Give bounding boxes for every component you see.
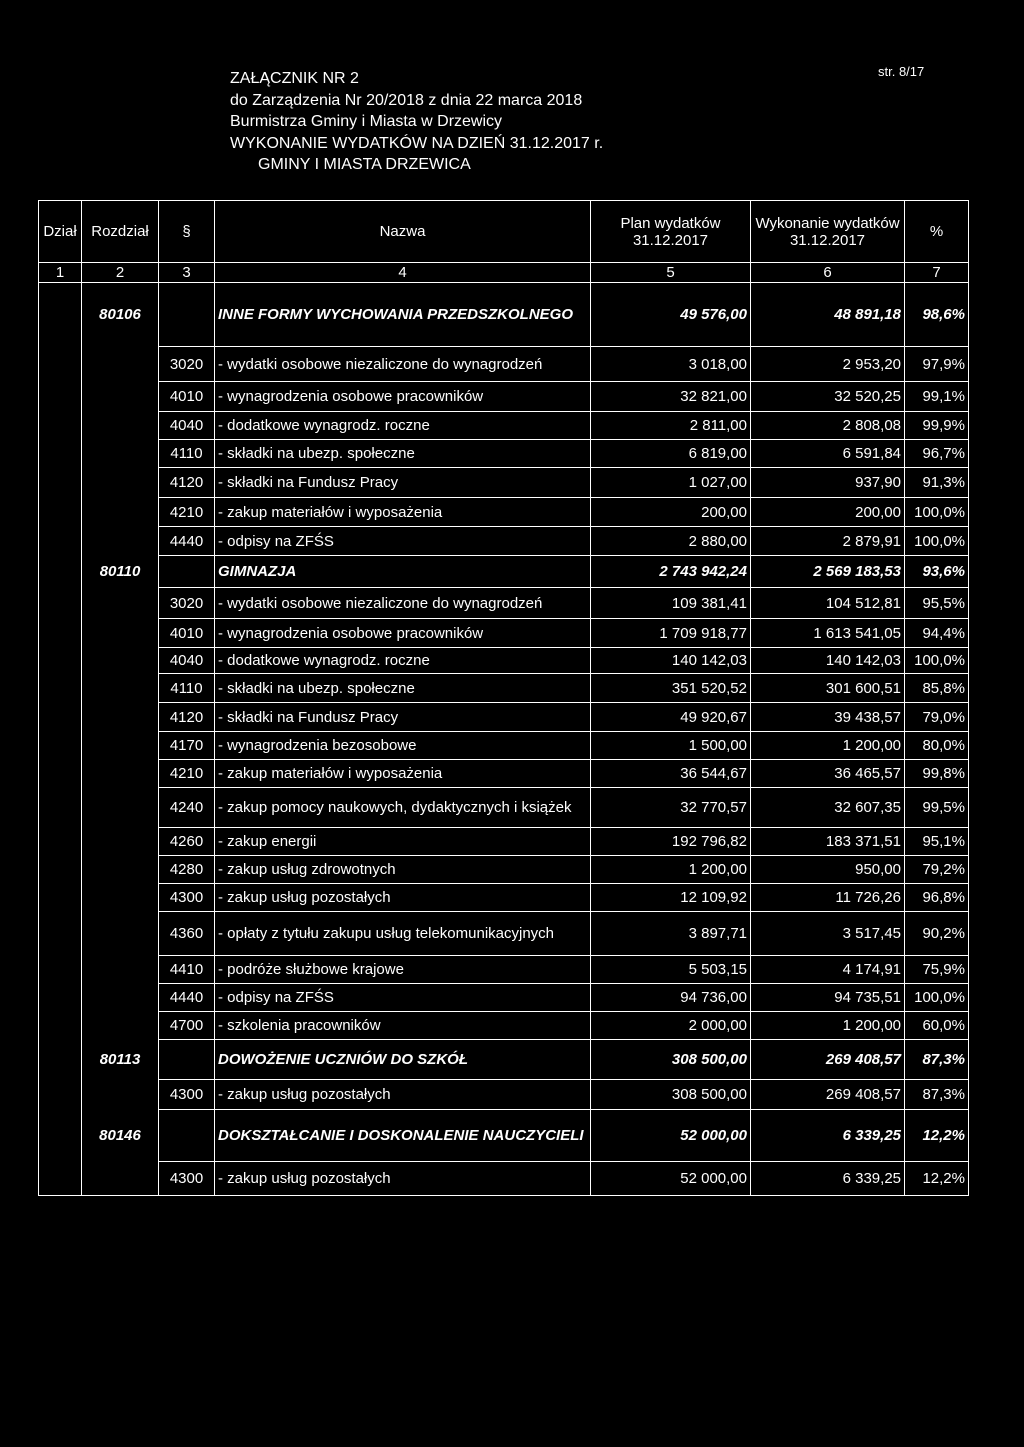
paragraf-cell (159, 1040, 215, 1080)
item-plan: 5 503,15 (591, 956, 751, 984)
table-row (39, 412, 969, 440)
item-exec: 269 408,57 (751, 1080, 905, 1110)
rozdzial-cell (82, 956, 159, 984)
item-plan: 1 500,00 (591, 732, 751, 760)
colnum-3: 3 (159, 263, 215, 283)
table-row (39, 884, 969, 912)
dzial-cell (39, 498, 82, 527)
item-name: - zakup energii (215, 828, 591, 856)
item-name: - zakup usług pozostałych (215, 884, 591, 912)
dzial-cell (39, 283, 82, 347)
item-plan: 49 920,67 (591, 703, 751, 732)
rozdzial-cell (82, 760, 159, 788)
section-plan: 308 500,00 (591, 1040, 751, 1080)
item-name: - odpisy na ZFŚS (215, 984, 591, 1012)
header-dzial: Dział (39, 201, 82, 263)
item-plan: 1 027,00 (591, 468, 751, 498)
section-exec: 48 891,18 (751, 283, 905, 347)
item-pct: 100,0% (905, 984, 969, 1012)
header-wykonanie: Wykonanie wydatków 31.12.2017 (751, 201, 905, 263)
table-row (39, 588, 969, 619)
item-pct: 75,9% (905, 956, 969, 984)
item-exec: 140 142,03 (751, 648, 905, 674)
item-name: - zakup materiałów i wyposażenia (215, 760, 591, 788)
section-row (39, 1040, 969, 1080)
item-plan: 3 897,71 (591, 912, 751, 956)
paragraf-code: 4300 (159, 1080, 215, 1110)
table-row (39, 1162, 969, 1196)
paragraf-code: 4120 (159, 468, 215, 498)
item-plan: 6 819,00 (591, 440, 751, 468)
paragraf-code: 4110 (159, 440, 215, 468)
item-exec: 2 808,08 (751, 412, 905, 440)
header-plan: Plan wydatków 31.12.2017 (591, 201, 751, 263)
item-plan: 1 200,00 (591, 856, 751, 884)
paragraf-code: 4040 (159, 648, 215, 674)
header-nazwa: Nazwa (215, 201, 591, 263)
item-exec: 183 371,51 (751, 828, 905, 856)
item-pct: 91,3% (905, 468, 969, 498)
item-name: - wynagrodzenia osobowe pracowników (215, 382, 591, 412)
table-row (39, 347, 969, 382)
item-plan: 192 796,82 (591, 828, 751, 856)
paragraf-code: 4300 (159, 1162, 215, 1196)
header-line-3: Burmistrza Gminy i Miasta w Drzewicy (230, 113, 503, 130)
table-row (39, 912, 969, 956)
colnum-5: 5 (591, 263, 751, 283)
dzial-cell (39, 619, 82, 648)
item-pct: 80,0% (905, 732, 969, 760)
header-line-4: WYKONANIE WYDATKÓW NA DZIEŃ 31.12.2017 r. (230, 134, 604, 152)
table-row (39, 788, 969, 828)
dzial-cell (39, 1040, 82, 1080)
item-pct: 100,0% (905, 648, 969, 674)
item-name: - zakup materiałów i wyposażenia (215, 498, 591, 527)
dzial-cell (39, 884, 82, 912)
item-plan: 2 811,00 (591, 412, 751, 440)
rozdzial-cell (82, 412, 159, 440)
dzial-cell (39, 527, 82, 556)
item-plan: 52 000,00 (591, 1162, 751, 1196)
item-name: - zakup usług pozostałych (215, 1080, 591, 1110)
item-exec: 2 953,20 (751, 347, 905, 382)
section-row (39, 556, 969, 588)
column-number-row (39, 263, 969, 283)
table-row (39, 468, 969, 498)
item-pct: 97,9% (905, 347, 969, 382)
section-pct: 12,2% (905, 1110, 969, 1162)
paragraf-cell (159, 283, 215, 347)
dzial-cell (39, 382, 82, 412)
paragraf-code: 4040 (159, 412, 215, 440)
item-exec: 1 200,00 (751, 732, 905, 760)
item-exec: 1 200,00 (751, 1012, 905, 1040)
paragraf-code: 4280 (159, 856, 215, 884)
table-row (39, 527, 969, 556)
item-pct: 95,5% (905, 588, 969, 619)
header-rozdzial: Rozdział (82, 201, 159, 263)
paragraf-code: 4010 (159, 619, 215, 648)
section-exec: 6 339,25 (751, 1110, 905, 1162)
dzial-cell (39, 828, 82, 856)
item-exec: 937,90 (751, 468, 905, 498)
paragraf-code: 4210 (159, 760, 215, 788)
item-exec: 32 607,35 (751, 788, 905, 828)
item-name: - wydatki osobowe niezaliczone do wynagrodzeń (215, 588, 591, 619)
rozdzial-cell (82, 984, 159, 1012)
item-name: - zakup pomocy naukowych, dydaktycznych i książek (215, 788, 591, 828)
dzial-cell (39, 1110, 82, 1162)
item-plan: 2 000,00 (591, 1012, 751, 1040)
paragraf-cell (159, 1110, 215, 1162)
item-name: - zakup usług zdrowotnych (215, 856, 591, 884)
section-name: INNE FORMY WYCHOWANIA PRZEDSZKOLNEGO (215, 283, 591, 347)
table-row (39, 856, 969, 884)
item-pct: 85,8% (905, 674, 969, 703)
item-pct: 79,2% (905, 856, 969, 884)
item-plan: 94 736,00 (591, 984, 751, 1012)
rozdzial-code: 80110 (82, 556, 159, 588)
document-header (230, 68, 603, 176)
paragraf-code: 4440 (159, 984, 215, 1012)
paragraf-code: 4440 (159, 527, 215, 556)
rozdzial-cell (82, 619, 159, 648)
rozdzial-cell (82, 382, 159, 412)
dzial-cell (39, 468, 82, 498)
item-name: - opłaty z tytułu zakupu usług telekomunikacyjnych (215, 912, 591, 956)
item-pct: 99,8% (905, 760, 969, 788)
section-name: DOKSZTAŁCANIE I DOSKONALENIE NAUCZYCIELI (215, 1110, 591, 1162)
dzial-cell (39, 732, 82, 760)
section-row (39, 1110, 969, 1162)
item-plan: 308 500,00 (591, 1080, 751, 1110)
item-name: - składki na Fundusz Pracy (215, 468, 591, 498)
header-line-2: do Zarządzenia Nr 20/2018 z dnia 22 marca 2018 (230, 91, 583, 109)
section-plan: 52 000,00 (591, 1110, 751, 1162)
rozdzial-cell (82, 732, 159, 760)
dzial-cell (39, 1012, 82, 1040)
item-pct: 100,0% (905, 498, 969, 527)
item-name: - dodatkowe wynagrodz. roczne (215, 648, 591, 674)
dzial-cell (39, 984, 82, 1012)
table-header-row (39, 201, 969, 263)
item-exec: 200,00 (751, 498, 905, 527)
item-plan: 2 880,00 (591, 527, 751, 556)
item-plan: 32 770,57 (591, 788, 751, 828)
rozdzial-cell (82, 1012, 159, 1040)
table-row (39, 984, 969, 1012)
item-pct: 12,2% (905, 1162, 969, 1196)
rozdzial-cell (82, 703, 159, 732)
item-exec: 3 517,45 (751, 912, 905, 956)
item-plan: 351 520,52 (591, 674, 751, 703)
section-name: GIMNAZJA (215, 556, 591, 588)
item-name: - składki na ubezp. społeczne (215, 674, 591, 703)
item-pct: 60,0% (905, 1012, 969, 1040)
item-plan: 140 142,03 (591, 648, 751, 674)
header-line-5: GMINY I MIASTA DRZEWICA (258, 156, 471, 173)
rozdzial-cell (82, 527, 159, 556)
section-name: DOWOŻENIE UCZNIÓW DO SZKÓŁ (215, 1040, 591, 1080)
item-pct: 99,5% (905, 788, 969, 828)
table-row (39, 674, 969, 703)
paragraf-code: 4410 (159, 956, 215, 984)
rozdzial-cell (82, 498, 159, 527)
table-row (39, 1012, 969, 1040)
header-paragraf: § (159, 201, 215, 263)
item-exec: 11 726,26 (751, 884, 905, 912)
rozdzial-cell (82, 1080, 159, 1110)
item-name: - wynagrodzenia osobowe pracowników (215, 619, 591, 648)
dzial-cell (39, 674, 82, 703)
paragraf-code: 4300 (159, 884, 215, 912)
table-row (39, 498, 969, 527)
rozdzial-code: 80146 (82, 1110, 159, 1162)
page-number: str. 8/17 (878, 64, 925, 79)
dzial-cell (39, 1162, 82, 1196)
item-exec: 36 465,57 (751, 760, 905, 788)
section-pct: 93,6% (905, 556, 969, 588)
item-name: - składki na Fundusz Pracy (215, 703, 591, 732)
paragraf-code: 4010 (159, 382, 215, 412)
item-exec: 1 613 541,05 (751, 619, 905, 648)
section-row (39, 283, 969, 347)
item-name: - składki na ubezp. społeczne (215, 440, 591, 468)
item-exec: 94 735,51 (751, 984, 905, 1012)
dzial-cell (39, 703, 82, 732)
rozdzial-cell (82, 828, 159, 856)
item-name: - zakup usług pozostałych (215, 1162, 591, 1196)
table-row (39, 619, 969, 648)
item-name: - odpisy na ZFŚS (215, 527, 591, 556)
colnum-2: 2 (82, 263, 159, 283)
item-exec: 2 879,91 (751, 527, 905, 556)
rozdzial-cell (82, 912, 159, 956)
item-exec: 4 174,91 (751, 956, 905, 984)
item-pct: 99,1% (905, 382, 969, 412)
paragraf-code: 4170 (159, 732, 215, 760)
colnum-6: 6 (751, 263, 905, 283)
dzial-cell (39, 912, 82, 956)
dzial-cell (39, 956, 82, 984)
rozdzial-cell (82, 648, 159, 674)
paragraf-code: 4240 (159, 788, 215, 828)
item-plan: 109 381,41 (591, 588, 751, 619)
paragraf-cell (159, 556, 215, 588)
dzial-cell (39, 440, 82, 468)
paragraf-code: 3020 (159, 347, 215, 382)
rozdzial-code: 80113 (82, 1040, 159, 1080)
rozdzial-cell (82, 1162, 159, 1196)
item-exec: 104 512,81 (751, 588, 905, 619)
paragraf-code: 4110 (159, 674, 215, 703)
rozdzial-cell (82, 440, 159, 468)
item-exec: 6 339,25 (751, 1162, 905, 1196)
section-exec: 269 408,57 (751, 1040, 905, 1080)
rozdzial-code: 80106 (82, 283, 159, 347)
rozdzial-cell (82, 588, 159, 619)
item-name: - dodatkowe wynagrodz. roczne (215, 412, 591, 440)
item-pct: 95,1% (905, 828, 969, 856)
item-exec: 301 600,51 (751, 674, 905, 703)
item-pct: 87,3% (905, 1080, 969, 1110)
item-plan: 200,00 (591, 498, 751, 527)
table-row (39, 828, 969, 856)
paragraf-code: 4360 (159, 912, 215, 956)
section-pct: 98,6% (905, 283, 969, 347)
item-pct: 96,8% (905, 884, 969, 912)
rozdzial-cell (82, 674, 159, 703)
dzial-cell (39, 347, 82, 382)
paragraf-code: 4210 (159, 498, 215, 527)
header-procent: % (905, 201, 969, 263)
rozdzial-cell (82, 856, 159, 884)
table-row (39, 648, 969, 674)
section-plan: 2 743 942,24 (591, 556, 751, 588)
table-row (39, 703, 969, 732)
colnum-1: 1 (39, 263, 82, 283)
item-pct: 94,4% (905, 619, 969, 648)
dzial-cell (39, 412, 82, 440)
item-name: - wydatki osobowe niezaliczone do wynagrodzeń (215, 347, 591, 382)
expenditure-table (38, 200, 969, 1196)
table-row (39, 440, 969, 468)
table-row (39, 1080, 969, 1110)
dzial-cell (39, 1080, 82, 1110)
item-pct: 90,2% (905, 912, 969, 956)
header-line-1: ZAŁĄCZNIK NR 2 (230, 70, 359, 87)
section-exec: 2 569 183,53 (751, 556, 905, 588)
item-exec: 39 438,57 (751, 703, 905, 732)
table-row (39, 382, 969, 412)
dzial-cell (39, 856, 82, 884)
item-name: - podróże służbowe krajowe (215, 956, 591, 984)
item-name: - wynagrodzenia bezosobowe (215, 732, 591, 760)
dzial-cell (39, 588, 82, 619)
item-plan: 36 544,67 (591, 760, 751, 788)
item-plan: 1 709 918,77 (591, 619, 751, 648)
rozdzial-cell (82, 788, 159, 828)
dzial-cell (39, 556, 82, 588)
item-pct: 100,0% (905, 527, 969, 556)
section-pct: 87,3% (905, 1040, 969, 1080)
item-plan: 3 018,00 (591, 347, 751, 382)
paragraf-code: 4260 (159, 828, 215, 856)
table-row (39, 956, 969, 984)
dzial-cell (39, 648, 82, 674)
colnum-7: 7 (905, 263, 969, 283)
paragraf-code: 4700 (159, 1012, 215, 1040)
item-plan: 32 821,00 (591, 382, 751, 412)
paragraf-code: 3020 (159, 588, 215, 619)
item-name: - szkolenia pracowników (215, 1012, 591, 1040)
dzial-cell (39, 760, 82, 788)
item-exec: 950,00 (751, 856, 905, 884)
table-row (39, 732, 969, 760)
table-row (39, 760, 969, 788)
item-pct: 99,9% (905, 412, 969, 440)
item-exec: 32 520,25 (751, 382, 905, 412)
section-plan: 49 576,00 (591, 283, 751, 347)
item-pct: 96,7% (905, 440, 969, 468)
paragraf-code: 4120 (159, 703, 215, 732)
rozdzial-cell (82, 347, 159, 382)
item-pct: 79,0% (905, 703, 969, 732)
rozdzial-cell (82, 468, 159, 498)
dzial-cell (39, 788, 82, 828)
item-plan: 12 109,92 (591, 884, 751, 912)
rozdzial-cell (82, 884, 159, 912)
item-exec: 6 591,84 (751, 440, 905, 468)
colnum-4: 4 (215, 263, 591, 283)
